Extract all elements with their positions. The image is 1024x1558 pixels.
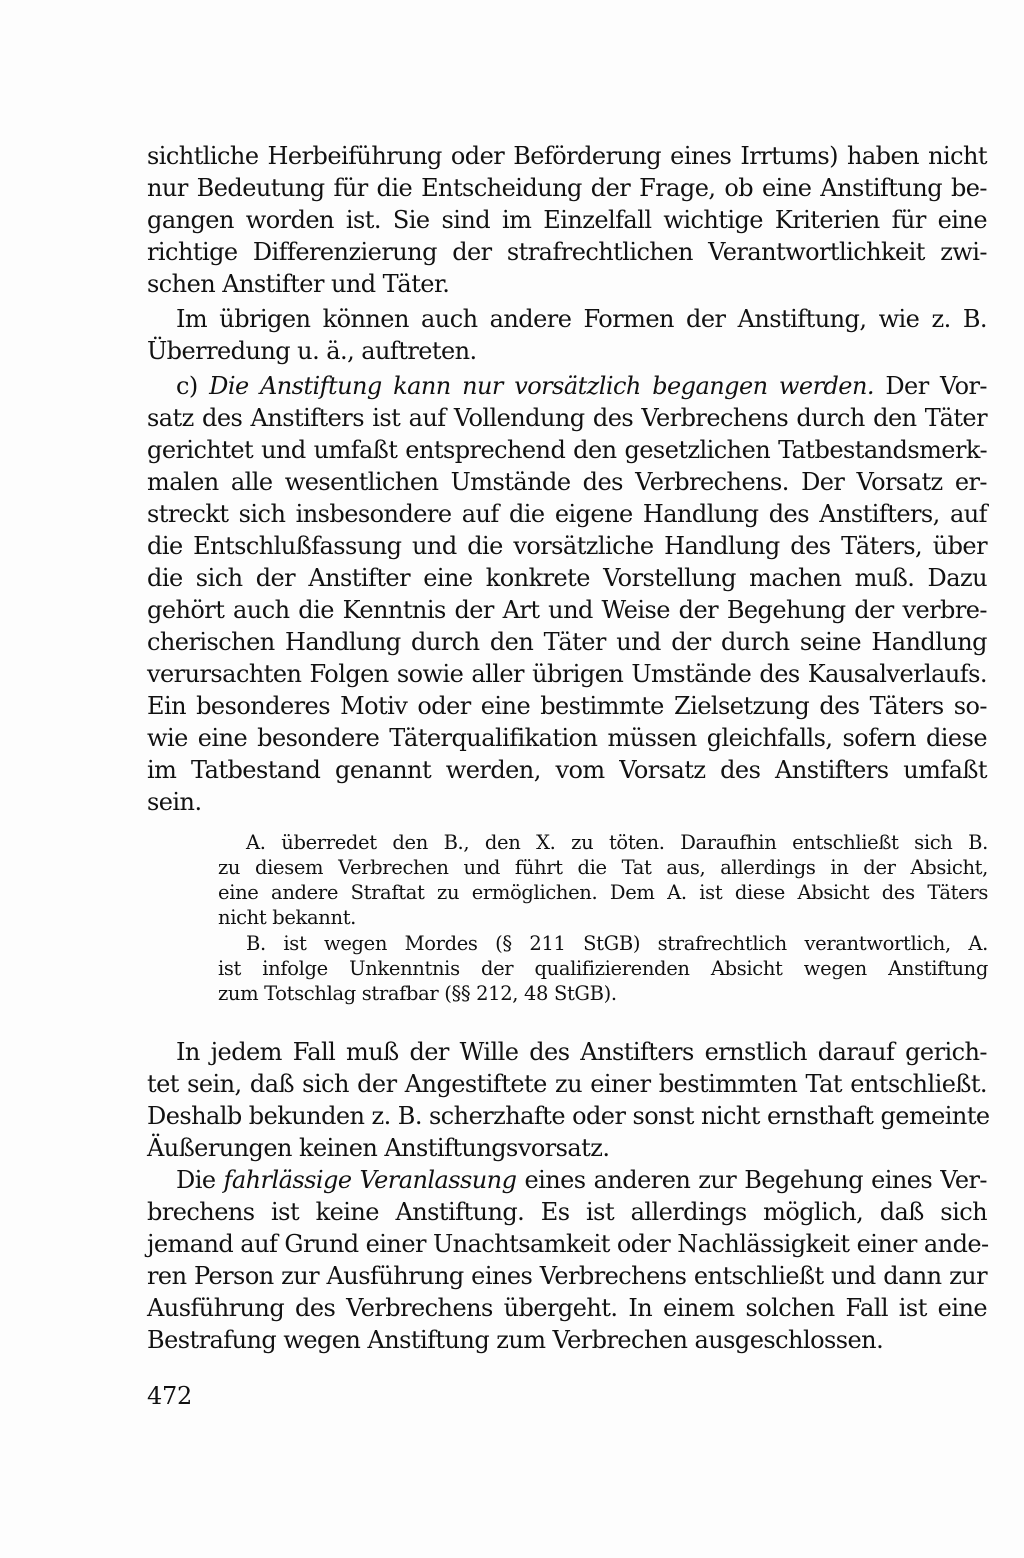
text-line: In jedem Fall muß der Wille des Anstifters ernstlich darauf gerich- <box>176 1038 987 1066</box>
text-line: die sich der Anstifter eine konkrete Vorstellung machen muß. Dazu <box>147 564 987 592</box>
example-line: zu diesem Verbrechen und führt die Tat aus, allerdings in der Absicht, <box>218 856 988 879</box>
section-heading-emphasis: Die Anstiftung kann nur vorsätzlich begangen werden. <box>209 372 874 400</box>
page-number: 472 <box>147 1382 192 1410</box>
text-line: tet sein, daß sich der Angestiftete zu einer bestimmten Tat entschließt. <box>147 1070 987 1098</box>
text-line: Bestrafung wegen Anstiftung zum Verbrechen ausgeschlossen. <box>147 1326 884 1354</box>
text-fragment: Die <box>176 1166 216 1194</box>
example-line: B. ist wegen Mordes (§ 211 StGB) strafrechtlich verantwortlich, A. <box>246 932 988 955</box>
section-lead-line <box>176 370 987 402</box>
emphasis-term: fahrlässige Veranlassung <box>223 1166 517 1194</box>
text-line: sichtliche Herbeiführung oder Beförderung eines Irrtums) haben nicht <box>147 142 987 170</box>
text-line: ren Person zur Ausführung eines Verbrechens entschließt und dann zur <box>147 1262 987 1290</box>
example-line: nicht bekannt. <box>218 906 357 929</box>
text-line: malen alle wesentlichen Umstände des Verbrechens. Der Vorsatz er- <box>147 468 987 496</box>
text-line: gangen worden ist. Sie sind im Einzelfall wichtige Kriterien für eine <box>147 206 987 234</box>
paragraph-lead-line <box>176 1164 987 1196</box>
text-line: gerichtet und umfaßt entsprechend den gesetzlichen Tatbestandsmerk- <box>147 436 987 464</box>
text-fragment: eines anderen zur Begehung eines Ver- <box>524 1166 987 1194</box>
example-line: A. überredet den B., den X. zu töten. Daraufhin entschließt sich B. <box>246 831 988 854</box>
text-line: schen Anstifter und Täter. <box>147 270 450 298</box>
text-line: gehört auch die Kenntnis der Art und Weise der Begehung der verbre- <box>147 596 987 624</box>
example-line: ist infolge Unkenntnis der qualifizierenden Absicht wegen Anstiftung <box>218 957 988 980</box>
text-line: Äußerungen keinen Anstiftungsvorsatz. <box>147 1134 610 1162</box>
text-line: verursachten Folgen sowie aller übrigen Umstände des Kausalverlaufs. <box>147 660 987 688</box>
text-line: sein. <box>147 788 202 816</box>
text-line: cherischen Handlung durch den Täter und der durch seine Handlung <box>147 628 987 656</box>
text-line: wie eine besondere Täterqualifikation müssen gleichfalls, sofern diese <box>147 724 987 752</box>
text-line: Ein besonderes Motiv oder eine bestimmte Zielsetzung des Täters so- <box>147 692 987 720</box>
text-fragment: Der Vor- <box>885 372 987 400</box>
text-line: Ausführung des Verbrechens übergeht. In einem solchen Fall ist eine <box>147 1294 987 1322</box>
text-line: Im übrigen können auch andere Formen der Anstiftung, wie z. B. <box>176 305 987 333</box>
example-line: eine andere Straftat zu ermöglichen. Dem A. ist diese Absicht des Täters <box>218 881 988 904</box>
text-line: richtige Differenzierung der strafrechtlichen Verantwortlichkeit zwi- <box>147 238 987 266</box>
text-line: Deshalb bekunden z. B. scherzhafte oder sonst nicht ernsthaft gemeinte <box>147 1102 990 1130</box>
text-line: brechens ist keine Anstiftung. Es ist allerdings möglich, daß sich <box>147 1198 987 1226</box>
section-label: c) <box>176 372 198 400</box>
example-line: zum Totschlag strafbar (§§ 212, 48 StGB). <box>218 982 617 1005</box>
text-line: Überredung u. ä., auftreten. <box>147 337 477 365</box>
text-line: die Entschlußfassung und die vorsätzliche Handlung des Täters, über <box>147 532 987 560</box>
text-line: nur Bedeutung für die Entscheidung der Frage, ob eine Anstiftung be- <box>147 174 987 202</box>
text-line: satz des Anstifters ist auf Vollendung des Verbrechens durch den Täter <box>147 404 987 432</box>
text-line: im Tatbestand genannt werden, vom Vorsatz des Anstifters umfaßt <box>147 756 987 784</box>
text-line: jemand auf Grund einer Unachtsamkeit oder Nachlässigkeit einer ande- <box>147 1230 989 1258</box>
text-line: streckt sich insbesondere auf die eigene Handlung des Anstifters, auf <box>147 500 987 528</box>
